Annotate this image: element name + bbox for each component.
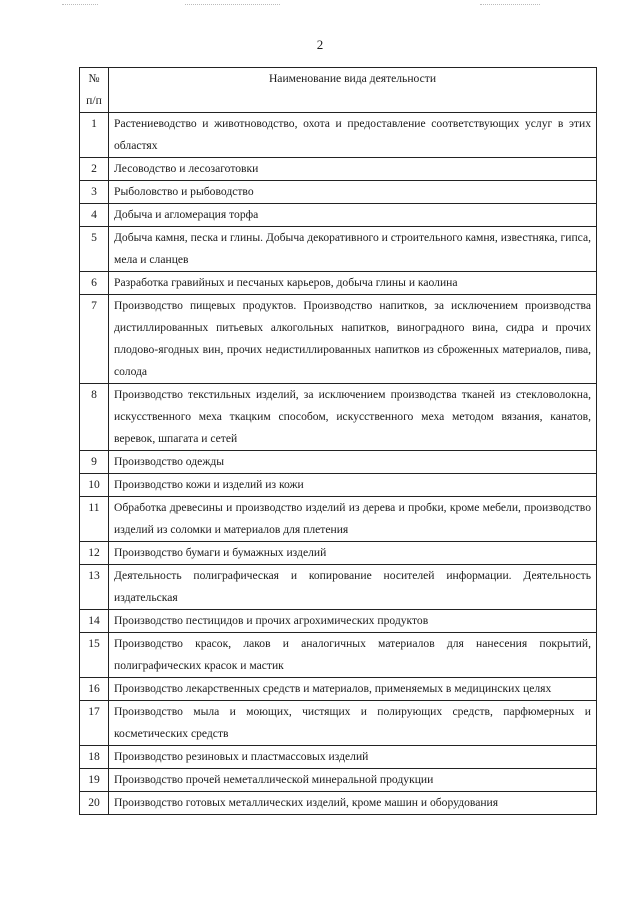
table-row xyxy=(80,384,597,451)
row-activity-name: Производство прочей неметаллической минеральной продукции xyxy=(109,769,597,792)
row-activity-name: Производство одежды xyxy=(109,451,597,474)
row-activity-name: Производство мыла и моющих, чистящих и полирующих средств, парфюмерных и косметических средств xyxy=(109,701,597,746)
row-number: 8 xyxy=(80,384,109,451)
table-row xyxy=(80,769,597,792)
row-number: 15 xyxy=(80,633,109,678)
table-row xyxy=(80,610,597,633)
table-row xyxy=(80,272,597,295)
row-activity-name: Добыча камня, песка и глины. Добыча декоративного и строительного камня, известняка, гипса, мела и сланцев xyxy=(109,227,597,272)
row-number: 14 xyxy=(80,610,109,633)
row-number: 1 xyxy=(80,113,109,158)
row-activity-name: Растениеводство и животноводство, охота и предоставление соответствующих услуг в этих областях xyxy=(109,113,597,158)
scan-artifact-top-center xyxy=(185,4,280,6)
row-activity-name: Добыча и агломерация торфа xyxy=(109,204,597,227)
table-row xyxy=(80,792,597,815)
row-number: 5 xyxy=(80,227,109,272)
table-row xyxy=(80,746,597,769)
row-number: 20 xyxy=(80,792,109,815)
activities-table xyxy=(79,67,597,815)
row-activity-name: Производство пищевых продуктов. Производство напитков, за исключением производства дистиллированных питьевых алкогольных напитков, виноградного вина, сидра и прочих плодово-ягодных вин, прочих недистиллированных напитков из сброженных материалов, пива, солода xyxy=(109,295,597,384)
row-activity-name: Лесоводство и лесозаготовки xyxy=(109,158,597,181)
table-header-row xyxy=(80,68,597,113)
table-row xyxy=(80,678,597,701)
row-number: 9 xyxy=(80,451,109,474)
row-number: 4 xyxy=(80,204,109,227)
row-activity-name: Производство кожи и изделий из кожи xyxy=(109,474,597,497)
scan-artifact-top-right xyxy=(480,4,540,6)
table-row xyxy=(80,113,597,158)
row-activity-name: Рыболовство и рыбоводство xyxy=(109,181,597,204)
row-number: 13 xyxy=(80,565,109,610)
row-number: 10 xyxy=(80,474,109,497)
row-activity-name: Производство пестицидов и прочих агрохимических продуктов xyxy=(109,610,597,633)
row-activity-name: Производство текстильных изделий, за исключением производства тканей из стекловолокна, искусственного меха ткацким способом, искусственного меха методом вязания, канатов, веревок, шпагата и сетей xyxy=(109,384,597,451)
row-number: 18 xyxy=(80,746,109,769)
table-row xyxy=(80,227,597,272)
row-number: 11 xyxy=(80,497,109,542)
row-number: 6 xyxy=(80,272,109,295)
table-row xyxy=(80,451,597,474)
row-number: 17 xyxy=(80,701,109,746)
row-number: 2 xyxy=(80,158,109,181)
row-activity-name: Производство красок, лаков и аналогичных материалов для нанесения покрытий, полиграфических красок и мастик xyxy=(109,633,597,678)
header-number-line1: № xyxy=(88,72,100,85)
row-activity-name: Производство лекарственных средств и материалов, применяемых в медицинских целях xyxy=(109,678,597,701)
table-row xyxy=(80,633,597,678)
row-number: 3 xyxy=(80,181,109,204)
row-number: 16 xyxy=(80,678,109,701)
table-row xyxy=(80,497,597,542)
row-activity-name: Обработка древесины и производство изделий из дерева и пробки, кроме мебели, производство изделий из соломки и материалов для плетения xyxy=(109,497,597,542)
table-row xyxy=(80,181,597,204)
header-number-cell xyxy=(80,68,109,113)
header-number-line2: п/п xyxy=(86,94,102,107)
table-row xyxy=(80,204,597,227)
table-row xyxy=(80,295,597,384)
row-activity-name: Производство резиновых и пластмассовых изделий xyxy=(109,746,597,769)
scan-artifact-top-left xyxy=(62,4,98,6)
table-row xyxy=(80,158,597,181)
table-row xyxy=(80,701,597,746)
row-activity-name: Деятельность полиграфическая и копирование носителей информации. Деятельность издательская xyxy=(109,565,597,610)
row-number: 12 xyxy=(80,542,109,565)
table-row xyxy=(80,565,597,610)
table-row xyxy=(80,542,597,565)
page-number: 2 xyxy=(316,37,324,52)
row-activity-name: Производство готовых металлических изделий, кроме машин и оборудования xyxy=(109,792,597,815)
row-number: 7 xyxy=(80,295,109,384)
row-number: 19 xyxy=(80,769,109,792)
row-activity-name: Разработка гравийных и песчаных карьеров, добыча глины и каолина xyxy=(109,272,597,295)
table-row xyxy=(80,474,597,497)
row-activity-name: Производство бумаги и бумажных изделий xyxy=(109,542,597,565)
header-name-cell: Наименование вида деятельности xyxy=(109,68,597,113)
